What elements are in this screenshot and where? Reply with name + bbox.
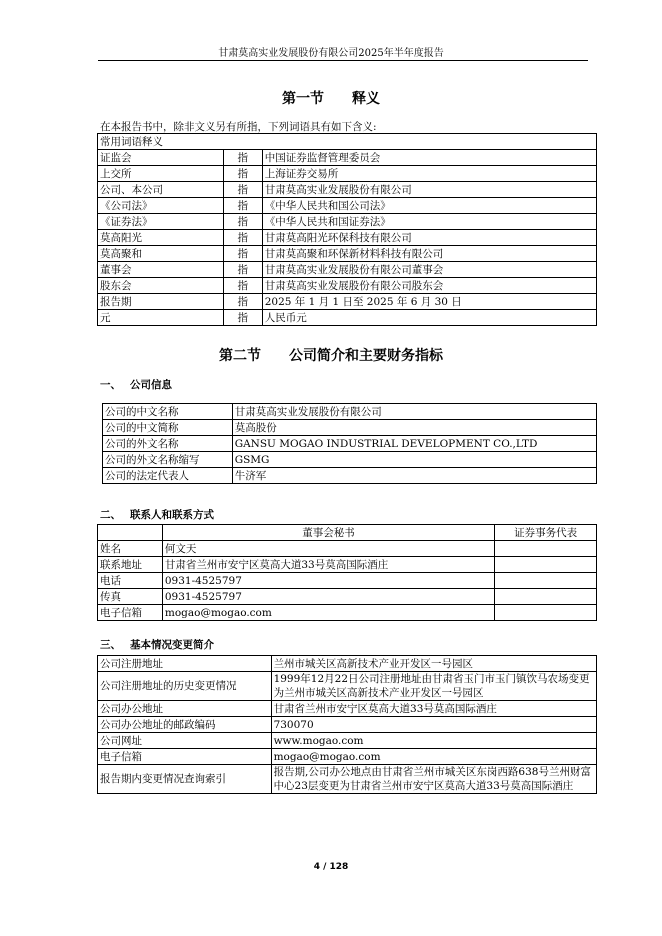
definition-term: 《公司法》 <box>98 198 224 214</box>
definition-separator: 指 <box>223 246 262 262</box>
part2-heading <box>100 507 214 522</box>
definition-term: 报告期 <box>98 294 224 310</box>
info-value: GSMG <box>232 452 596 468</box>
definition-meaning: 甘肃莫高阳光环保科技有限公司 <box>262 230 596 246</box>
definition-meaning: 甘肃莫高聚和环保新材料科技有限公司 <box>262 246 596 262</box>
definition-meaning: 甘肃莫高实业发展股份有限公司股东会 <box>262 278 596 294</box>
definitions-body <box>98 150 597 326</box>
definition-meaning: 上海证券交易所 <box>262 166 596 182</box>
basic-value: 730070 <box>271 717 596 733</box>
definition-separator: 指 <box>223 310 262 326</box>
section1-heading: 释义 <box>352 91 380 107</box>
table-row <box>103 452 597 468</box>
table-row <box>103 436 597 452</box>
basic-value: mogao@mogao.com <box>271 749 596 765</box>
contact-secretary-value: mogao@mogao.com <box>162 605 494 621</box>
table-row <box>98 198 597 214</box>
section2-title <box>0 345 662 365</box>
definition-meaning: 人民币元 <box>262 310 596 326</box>
part2-title: 联系人和联系方式 <box>130 509 214 521</box>
definition-term: 元 <box>98 310 224 326</box>
table-row <box>98 573 597 589</box>
definitions-table <box>97 133 597 326</box>
info-value: 牛济军 <box>232 468 596 484</box>
info-label: 公司的法定代表人 <box>103 468 233 484</box>
part3-number: 三、 <box>100 639 121 651</box>
basic-value: www.mogao.com <box>271 733 596 749</box>
info-label: 公司的中文名称 <box>103 404 233 420</box>
definition-meaning: 《中华人民共和国公司法》 <box>262 198 596 214</box>
definition-term: 董事会 <box>98 262 224 278</box>
table-row <box>98 182 597 198</box>
info-value: 甘肃莫高实业发展股份有限公司 <box>232 404 596 420</box>
basic-label: 公司注册地址的历史变更情况 <box>98 672 272 701</box>
company-info-table <box>102 403 597 484</box>
table-row <box>98 541 597 557</box>
contact-body <box>98 541 597 621</box>
definition-separator: 指 <box>223 262 262 278</box>
contact-header-row <box>98 525 597 541</box>
definition-term: 公司、本公司 <box>98 182 224 198</box>
company-info-body <box>103 404 597 484</box>
basic-value: 1999年12月22日公司注册地址由甘肃省玉门市玉门镇饮马农场变更为兰州市城关区高新技术产业开发区一号园区 <box>271 672 596 701</box>
info-label: 公司的外文名称缩写 <box>103 452 233 468</box>
section1-title <box>0 88 662 108</box>
part3-heading <box>100 637 214 652</box>
basic-label: 公司办公地址 <box>98 701 272 717</box>
definition-separator: 指 <box>223 294 262 310</box>
definition-separator: 指 <box>223 198 262 214</box>
basic-label: 报告期内变更情况查询索引 <box>98 765 272 794</box>
table-row <box>98 557 597 573</box>
contact-header-blank <box>98 525 163 541</box>
table-row <box>98 749 597 765</box>
table-row <box>98 262 597 278</box>
contact-label: 传真 <box>98 589 163 605</box>
part1-heading <box>100 377 172 392</box>
definition-meaning: 2025 年 1 月 1 日至 2025 年 6 月 30 日 <box>262 294 596 310</box>
definition-separator: 指 <box>223 230 262 246</box>
page-header: 甘肃莫高实业发展股份有限公司2025年半年度报告 <box>218 48 444 59</box>
definition-meaning: 甘肃莫高实业发展股份有限公司董事会 <box>262 262 596 278</box>
table-row <box>103 420 597 436</box>
table-row <box>98 733 597 749</box>
contact-rep-value <box>495 573 597 589</box>
section1-number: 第一节 <box>282 91 324 107</box>
contact-label: 姓名 <box>98 541 163 557</box>
basic-label: 电子信箱 <box>98 749 272 765</box>
table-row <box>98 717 597 733</box>
contact-rep-value <box>495 605 597 621</box>
basic-label: 公司网址 <box>98 733 272 749</box>
contact-secretary-value: 甘肃省兰州市安宁区莫高大道33号莫高国际酒庄 <box>162 557 494 573</box>
definitions-table-header: 常用词语释义 <box>98 134 597 150</box>
basic-info-body <box>98 656 597 794</box>
info-label: 公司的外文名称 <box>103 436 233 452</box>
contact-rep-value <box>495 557 597 573</box>
header-divider <box>98 60 588 61</box>
table-row <box>98 589 597 605</box>
contact-table <box>97 524 597 621</box>
definition-separator: 指 <box>223 182 262 198</box>
part1-title: 公司信息 <box>130 379 172 391</box>
definition-separator: 指 <box>223 278 262 294</box>
page-number: 4 / 128 <box>313 862 349 872</box>
contact-secretary-value: 0931-4525797 <box>162 589 494 605</box>
contact-col-secretary: 董事会秘书 <box>162 525 494 541</box>
info-label: 公司的中文简称 <box>103 420 233 436</box>
definition-term: 莫高阳光 <box>98 230 224 246</box>
definition-term: 莫高聚和 <box>98 246 224 262</box>
info-value: GANSU MOGAO INDUSTRIAL DEVELOPMENT CO.,LTD <box>232 436 596 452</box>
table-row <box>98 310 597 326</box>
contact-label: 电话 <box>98 573 163 589</box>
table-row <box>98 765 597 794</box>
definition-separator: 指 <box>223 166 262 182</box>
table-row <box>98 294 597 310</box>
definition-term: 证监会 <box>98 150 224 166</box>
contact-col-rep: 证券事务代表 <box>495 525 597 541</box>
part2-number: 二、 <box>100 509 121 521</box>
definition-term: 股东会 <box>98 278 224 294</box>
table-row <box>98 214 597 230</box>
part1-number: 一、 <box>100 379 121 391</box>
info-value: 莫高股份 <box>232 420 596 436</box>
table-row <box>98 246 597 262</box>
definition-meaning: 中国证券监督管理委员会 <box>262 150 596 166</box>
contact-label: 联系地址 <box>98 557 163 573</box>
table-row <box>98 672 597 701</box>
table-row <box>98 150 597 166</box>
contact-rep-value <box>495 589 597 605</box>
basic-label: 公司办公地址的邮政编码 <box>98 717 272 733</box>
table-row <box>98 701 597 717</box>
section1-intro: 在本报告书中，除非文义另有所指，下列词语具有如下含义: <box>100 121 377 133</box>
definitions-header-row <box>98 134 597 150</box>
table-row <box>98 656 597 672</box>
part3-title: 基本情况变更简介 <box>130 639 214 651</box>
definition-separator: 指 <box>223 150 262 166</box>
contact-rep-value <box>495 541 597 557</box>
section2-number: 第二节 <box>219 348 261 364</box>
definition-term: 上交所 <box>98 166 224 182</box>
table-row <box>98 230 597 246</box>
table-row <box>103 468 597 484</box>
basic-value: 兰州市城关区高新技术产业开发区一号园区 <box>271 656 596 672</box>
basic-label: 公司注册地址 <box>98 656 272 672</box>
section2-heading: 公司简介和主要财务指标 <box>289 348 443 364</box>
table-row <box>103 404 597 420</box>
definition-term: 《证券法》 <box>98 214 224 230</box>
contact-secretary-value: 何文天 <box>162 541 494 557</box>
basic-value: 报告期,公司办公地点由甘肃省兰州市城关区东岗西路638号兰州财富中心23层变更为甘肃省兰州市安宁区莫高大道33号莫高国际酒庄 <box>271 765 596 794</box>
table-row <box>98 166 597 182</box>
definition-meaning: 《中华人民共和国证券法》 <box>262 214 596 230</box>
definition-meaning: 甘肃莫高实业发展股份有限公司 <box>262 182 596 198</box>
contact-label: 电子信箱 <box>98 605 163 621</box>
basic-info-table <box>97 655 597 794</box>
definition-separator: 指 <box>223 214 262 230</box>
contact-secretary-value: 0931-4525797 <box>162 573 494 589</box>
table-row <box>98 605 597 621</box>
basic-value: 甘肃省兰州市安宁区莫高大道33号莫高国际酒庄 <box>271 701 596 717</box>
table-row <box>98 278 597 294</box>
